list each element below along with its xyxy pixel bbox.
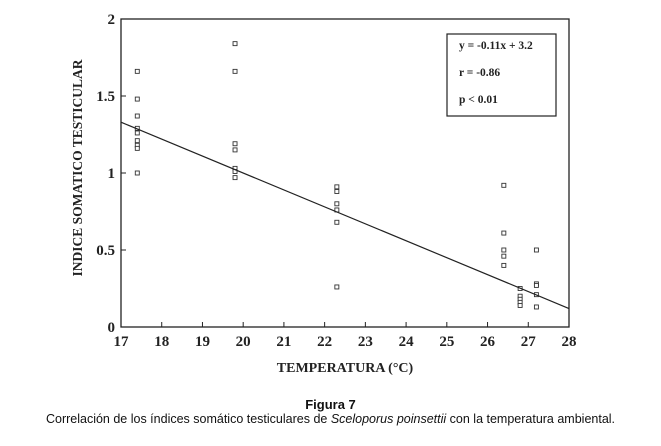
x-tick-label: 22 [317,334,333,350]
data-point [335,285,339,289]
p-value: p < 0.01 [459,94,498,106]
regression-line [121,122,569,308]
x-tick-label: 19 [194,334,210,350]
data-point [135,97,139,101]
data-point [534,283,538,287]
data-point [233,148,237,152]
data-point [502,263,506,267]
x-tick-label: 18 [154,334,170,350]
x-tick-label: 17 [113,334,129,350]
data-point [502,231,506,235]
data-point [335,189,339,193]
data-point [135,171,139,175]
figure-caption [0,412,661,426]
caption-text-start: Correlación de los índices somático testiculares de [45,412,331,426]
data-point [335,185,339,189]
data-point [502,183,506,187]
x-tick-label: 27 [520,334,536,350]
data-point [233,142,237,146]
regression-equation: y = -0.11x + 3.2 [459,40,533,52]
data-point [534,248,538,252]
y-tick-label: 1.5 [96,89,115,105]
species-name: Sceloporus poinsettii [330,412,447,426]
y-tick-label: 0 [107,320,115,336]
data-point [335,220,339,224]
data-point [135,69,139,73]
data-point [335,202,339,206]
x-tick-label: 28 [561,334,577,350]
data-point [502,248,506,252]
y-axis-label: INDICE SOMATICO TESTICULAR [70,59,85,277]
correlation-coefficient: r = -0.86 [459,67,501,79]
x-tick-label: 21 [276,334,292,350]
data-point [135,114,139,118]
x-tick-label: 25 [439,334,455,350]
data-point [233,42,237,46]
y-tick-label: 1 [107,166,115,182]
y-tick-label: 0.5 [96,243,115,259]
x-tick-label: 23 [357,334,373,350]
caption-text-end: con la temperatura ambiental. [446,412,616,426]
data-point [233,69,237,73]
data-point [534,305,538,309]
data-point [233,176,237,180]
x-tick-label: 24 [398,334,414,350]
data-point [135,146,139,150]
y-tick-label: 2 [107,12,115,28]
data-point [135,131,139,135]
x-axis-label: TEMPERATURA (°C) [276,361,414,376]
data-point [502,254,506,258]
data-point [135,139,139,143]
data-point [518,303,522,307]
figure-title: Figura 7 [305,397,356,412]
x-tick-label: 20 [235,334,251,350]
x-axis-ticks [114,322,577,350]
x-tick-label: 26 [480,334,496,350]
